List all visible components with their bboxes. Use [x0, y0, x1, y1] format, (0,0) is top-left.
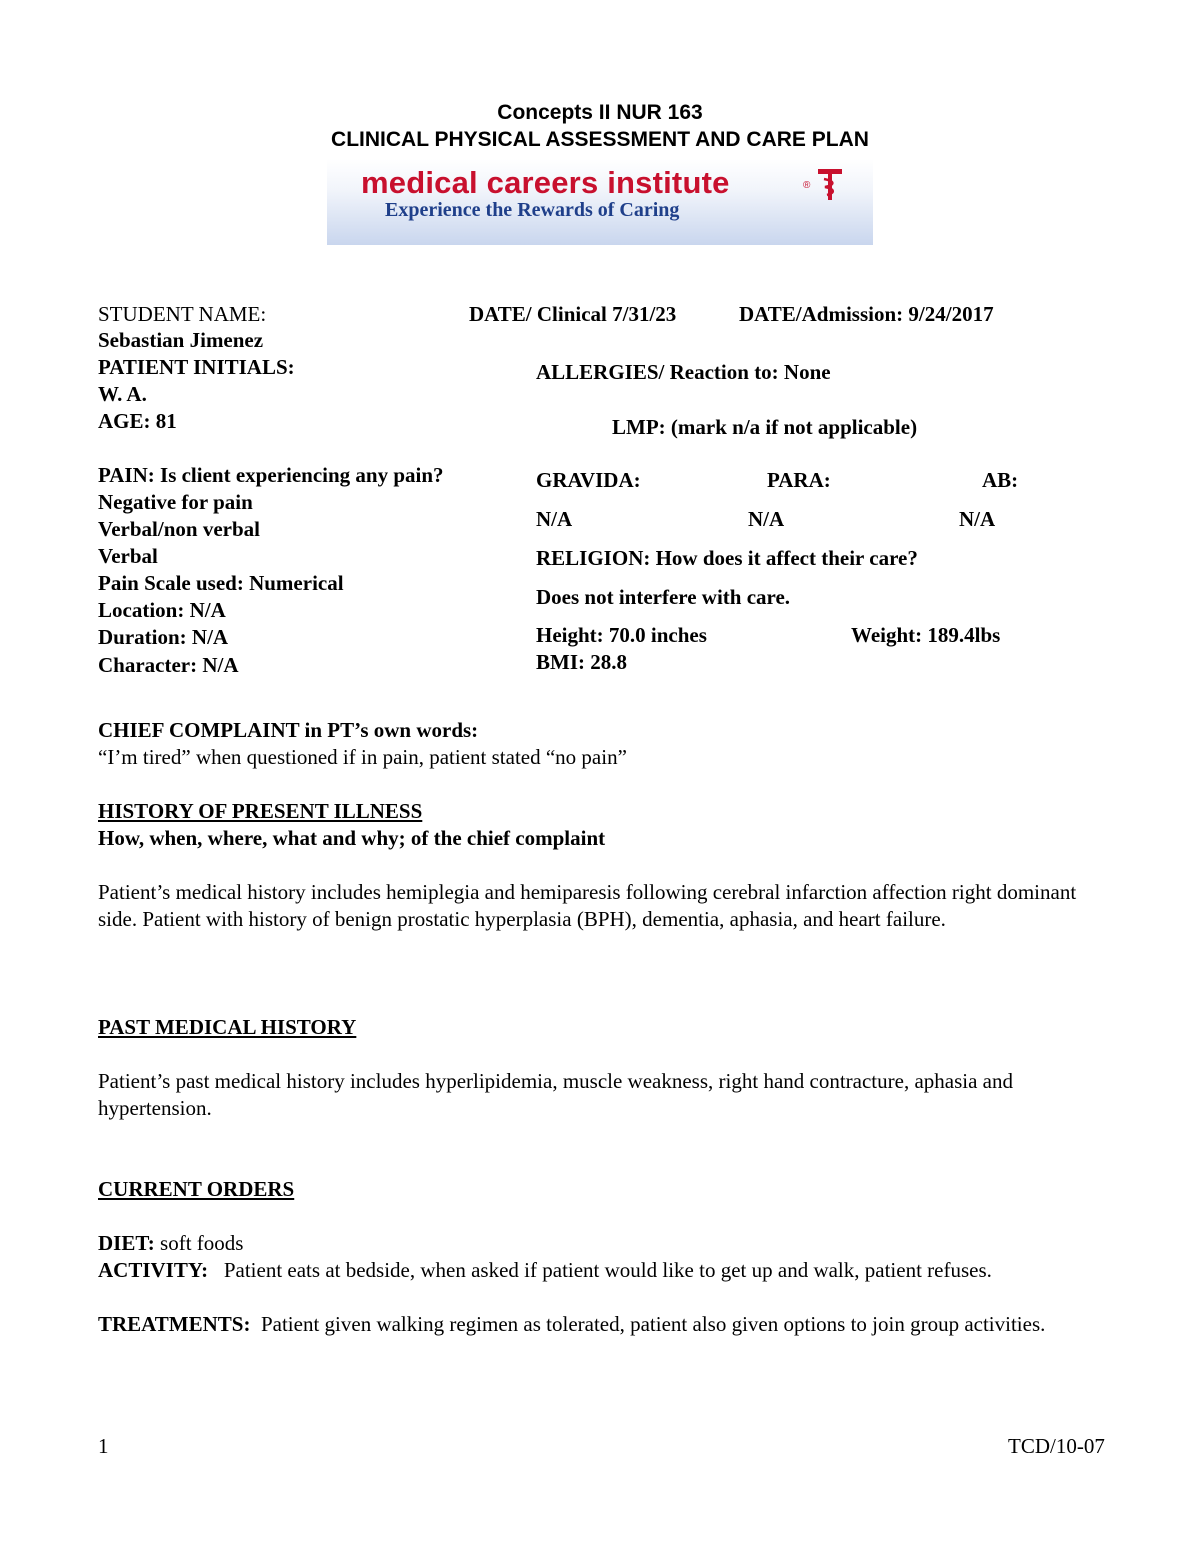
student-name-label: STUDENT NAME: — [98, 302, 267, 326]
diet-line — [98, 1230, 1108, 1257]
verbal-label: Verbal/non verbal — [98, 517, 260, 541]
form-title: CLINICAL PHYSICAL ASSESSMENT AND CARE PLAN — [331, 128, 869, 151]
religion-question: RELIGION: How does it affect their care? — [536, 546, 918, 570]
bmi: BMI: 28.8 — [536, 650, 627, 674]
activity-line — [98, 1257, 1108, 1284]
diet-label: DIET: — [98, 1231, 155, 1255]
religion-answer: Does not interfere with care. — [536, 585, 791, 609]
form-code: TCD/10-07 — [1008, 1434, 1105, 1458]
patient-initials: W. A. — [98, 382, 147, 406]
para-value: N/A — [748, 507, 785, 531]
page-number: 1 — [98, 1434, 109, 1458]
logo-name: medical careers institute — [361, 165, 730, 200]
diet-value: soft foods — [154, 1231, 244, 1255]
course-title: Concepts II NUR 163 — [497, 101, 703, 124]
treatments-line — [98, 1311, 1108, 1338]
activity-label: ACTIVITY: — [98, 1258, 209, 1282]
hpi-subheading: How, when, where, what and why; of the chief complaint — [98, 826, 606, 850]
pain-location: Location: N/A — [98, 598, 226, 622]
ab-value: N/A — [959, 507, 996, 531]
verbal-value: Verbal — [98, 544, 158, 568]
gravida-value: N/A — [536, 507, 573, 531]
orders-heading: CURRENT ORDERS — [98, 1177, 295, 1201]
lmp: LMP: (mark n/a if not applicable) — [612, 415, 918, 439]
logo-tagline: Experience the Rewards of Caring — [385, 199, 680, 221]
patient-initials-label: PATIENT INITIALS: — [98, 355, 295, 379]
ab-label: AB: — [982, 468, 1019, 492]
treatments-label: TREATMENTS: — [98, 1312, 251, 1336]
hpi-text: Patient’s medical history includes hemiplegia and hemiparesis following cerebral infarction affection right dominant side. Patient with history of benign prostatic hyperplasia (BPH), dementia, aphasia, and heart failure. — [98, 880, 1077, 931]
logo-banner — [327, 159, 873, 245]
student-name: Sebastian Jimenez — [98, 328, 264, 352]
chief-complaint-text: “I’m tired” when questioned if in pain, patient stated “no pain” — [98, 745, 627, 769]
pain-scale: Pain Scale used: Numerical — [98, 571, 344, 595]
pain-answer: Negative for pain — [98, 490, 253, 514]
pain-character: Character: N/A — [98, 653, 239, 677]
para-label: PARA: — [767, 468, 831, 492]
weight: Weight: 189.4lbs — [851, 623, 1001, 647]
treatments-value: Patient given walking regimen as tolerated, patient also given options to join group activities. — [250, 1312, 1046, 1336]
pain-question: PAIN: Is client experiencing any pain? — [98, 463, 444, 487]
caduceus-icon — [815, 167, 845, 201]
age: AGE: 81 — [98, 409, 177, 433]
allergies: ALLERGIES/ Reaction to: None — [536, 360, 831, 384]
pmh-text: Patient’s past medical history includes hyperlipidemia, muscle weakness, right hand contracture, aphasia and hypertension. — [98, 1069, 1013, 1120]
hpi-heading: HISTORY OF PRESENT ILLNESS — [98, 799, 423, 823]
height: Height: 70.0 inches — [536, 623, 707, 647]
logo-registered-mark: ® — [803, 180, 811, 191]
gravida-label: GRAVIDA: — [536, 468, 641, 492]
chief-complaint-heading: CHIEF COMPLAINT in PT’s own words: — [98, 718, 479, 742]
date-clinical: DATE/ Clinical 7/31/23 — [469, 302, 677, 326]
pain-duration: Duration: N/A — [98, 625, 229, 649]
activity-value: Patient eats at bedside, when asked if patient would like to get up and walk, patient refuses. — [208, 1258, 992, 1282]
date-admission: DATE/Admission: 9/24/2017 — [739, 302, 994, 326]
pmh-heading: PAST MEDICAL HISTORY — [98, 1015, 357, 1039]
